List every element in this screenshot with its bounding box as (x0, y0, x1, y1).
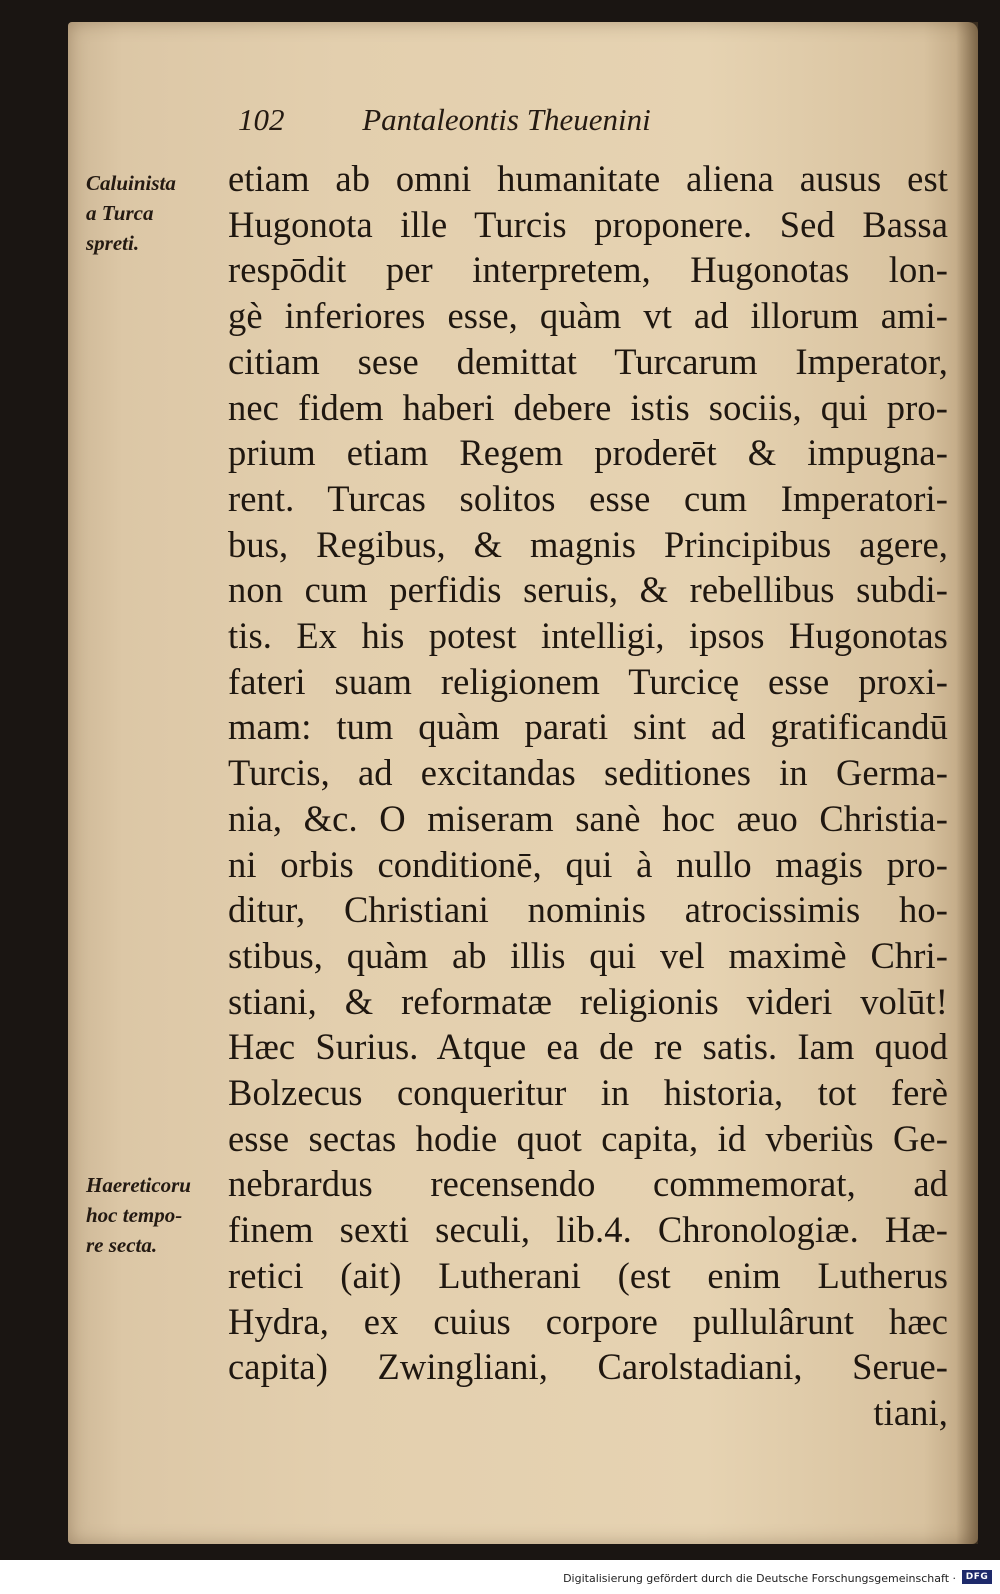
marginal-note-line: re secta. (86, 1233, 158, 1257)
text-line: Turcis, ad excitandas seditiones in Germa- (228, 752, 948, 794)
text-line: etiam ab omni humanitate aliena ausus est (228, 158, 948, 199)
digitization-footer (0, 1560, 1000, 1594)
marginal-note-line: a Turca (86, 201, 154, 225)
text-line: nec fidem haberi debere istis sociis, qui pro- (228, 386, 948, 428)
page-number: 102 (238, 102, 285, 137)
book-page (68, 22, 978, 1544)
text-line: stiani, & reformatæ religionis videri volūt! (228, 980, 948, 1022)
text-line: gè inferiores esse, quàm vt ad illorum ami- (228, 295, 948, 337)
running-head (238, 102, 651, 138)
text-line: Hugonota ille Turcis proponere. Sed Bassa (228, 203, 948, 245)
text-line: fateri suam religionem Turcicę esse proxi- (228, 660, 948, 702)
marginal-note-line: hoc tempo- (86, 1203, 183, 1227)
running-title: Pantaleontis Theuenini (362, 102, 651, 137)
text-line: retici (ait) Lutherani (est enim Lutherus (228, 1254, 948, 1296)
text-line: finem sexti seculi, lib.4. Chronologiæ. Hæ- (228, 1209, 948, 1251)
text-line: bus, Regibus, & magnis Principibus agere, (228, 523, 948, 565)
text-line: ni orbis conditionē, qui à nullo magis pro- (228, 843, 948, 885)
text-line: respōdit per interpretem, Hugonotas lon- (228, 249, 948, 291)
text-line: Bolzecus conqueritur in historia, tot ferè (228, 1072, 948, 1114)
text-line: tis. Ex his potest intelligi, ipsos Hugonotas (228, 615, 948, 657)
dfg-logo-icon: DFG (962, 1570, 992, 1584)
text-line: Hæc Surius. Atque ea de re satis. Iam quod (228, 1026, 948, 1068)
funding-credit: Digitalisierung gefördert durch die Deutsche Forschungsgemeinschaft · (563, 1572, 956, 1585)
text-line: non cum perfidis seruis, & rebellibus subdi- (228, 569, 948, 611)
text-line: esse sectas hodie quot capita, id vberiùs Ge- (228, 1117, 948, 1159)
marginal-note-line: Caluinista (86, 171, 176, 195)
marginal-note (86, 168, 176, 258)
text-line: nia, &c. O miseram sanè hoc æuo Christia- (228, 797, 948, 839)
body-text (228, 156, 948, 1436)
text-line: ditur, Christiani nominis atrocissimis ho- (228, 889, 948, 931)
marginal-note-line: Haereticoru (86, 1173, 191, 1197)
catchword: tiani, (873, 1391, 948, 1433)
text-line: capita) Zwingliani, Carolstadiani, Serue- (228, 1346, 948, 1388)
text-line: rent. Turcas solitos esse cum Imperatori- (228, 477, 948, 519)
text-line: prium etiam Regem proderēt & impugna- (228, 432, 948, 474)
text-line: stibus, quàm ab illis qui vel maximè Chri- (228, 934, 948, 976)
marginal-note (86, 1170, 191, 1260)
text-line: Hydra, ex cuius corpore pullulârunt hæc (228, 1300, 948, 1342)
page-edge-shadow (956, 22, 978, 1544)
text-line: mam: tum quàm parati sint ad gratificandū (228, 706, 948, 748)
text-line: nebrardus recensendo commemorat, ad (228, 1163, 948, 1205)
marginal-note-line: spreti. (86, 231, 140, 255)
text-line: citiam sese demittat Turcarum Imperator, (228, 340, 948, 382)
